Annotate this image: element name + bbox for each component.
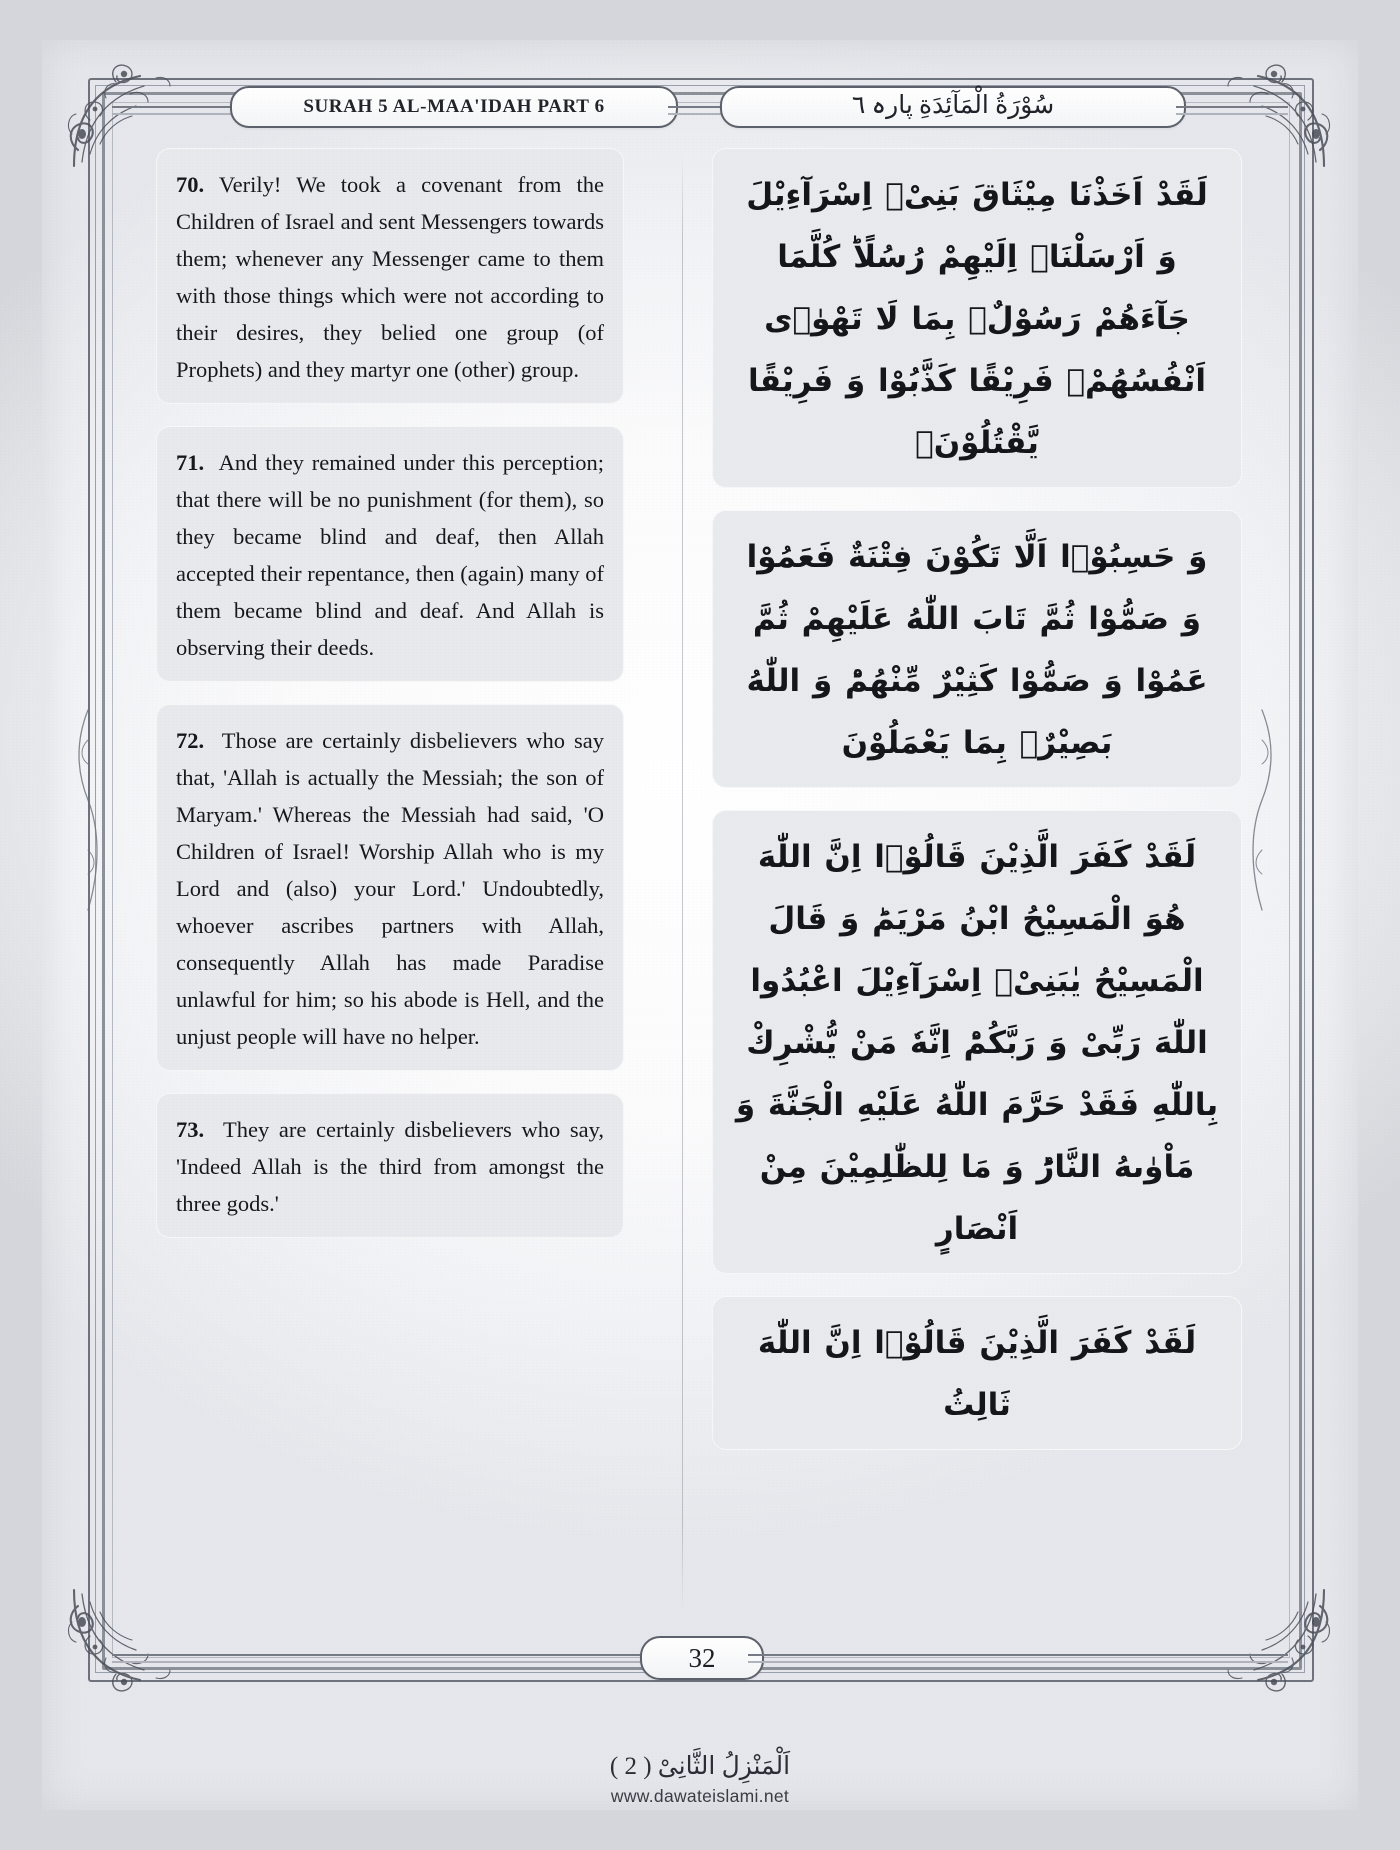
verse-block-arabic (712, 510, 1242, 788)
verse-block-english (156, 1093, 624, 1238)
footer-rule-left (112, 1654, 652, 1663)
page-footer (112, 1636, 1288, 1680)
header-rule-right (1176, 106, 1288, 115)
verse-block-english (156, 704, 624, 1071)
verse-number: 70. (176, 172, 205, 197)
header-rule-left (112, 106, 234, 115)
surah-title-arabic-badge (720, 86, 1186, 128)
surah-title-english: SURAH 5 AL-MAA'IDAH PART 6 (303, 96, 605, 117)
verse-number: 71. (176, 450, 205, 475)
verse-block-arabic (712, 148, 1242, 488)
verse-text-english (176, 722, 604, 1055)
surah-title-english-badge (230, 86, 678, 128)
verse-number: 72. (176, 728, 205, 753)
page-number: 32 (688, 1642, 716, 1673)
verse-block-arabic (712, 1296, 1242, 1450)
verse-block-english (156, 148, 624, 404)
verse-body: Those are certainly disbelievers who say that, 'Allah is actually the Messiah; the son of Maryam.' Whereas the Messiah had said, 'O Children of Israel! Worship Allah who is my Lord and (also) your Lord.' Undoubtedly, whoever ascribes partners with Allah, consequently Allah has made Paradise unlawful for him; so his abode is Hell, and the unjust people will have no helper. (176, 728, 605, 1049)
verse-text-arabic: لَقَدْ كَفَرَ الَّذِیْنَ قَالُوْۤا اِنَّ اللّٰهَ ثَالِثُ (757, 1325, 1197, 1423)
verse-body: Verily! We took a covenant from the Children of Israel and sent Messengers towards them; whenever any Messenger came to them with those things which were not according to their desires, they belied one group (of Prophets) and they martyr one (other) group. (176, 172, 605, 382)
page-header (112, 86, 1288, 132)
verse-text-arabic: لَقَدْ كَفَرَ الَّذِیْنَ قَالُوْۤا اِنَّ اللّٰهَ هُوَ الْمَسِیْحُ ابْنُ مَرْیَمَؕ وَ قَالَ الْمَسِیْحُ یٰبَنِیْۤ اِسْرَآءِیْلَ اعْبُدُوا اللّٰهَ رَبِّیْ وَ رَبَّكُمْؕ اِنَّهٗ مَنْ یُّشْرِكْ بِاللّٰهِ فَقَدْ حَرَّمَ اللّٰهُ عَلَیْهِ الْجَنَّةَ وَ مَاْوٰىهُ النَّارُؕ وَ مَا لِلظّٰلِمِیْنَ مِنْ اَنْصَارٍ (735, 839, 1219, 1247)
website-url: www.dawateislami.net (610, 1786, 790, 1806)
verse-number: 73. (176, 1117, 205, 1142)
header-rule-middle (668, 106, 726, 115)
arabic-text-column (712, 148, 1242, 1472)
verse-block-english (156, 426, 624, 682)
column-divider (682, 152, 683, 1612)
verse-text-arabic: وَ حَسِبُوْۤا اَلَّا تَكُوْنَ فِتْنَةٌ فَعَمُوْا وَ صَمُّوْا ثُمَّ تَابَ اللّٰهُ عَلَیْهِمْ ثُمَّ عَمُوْا وَ صَمُّوْا كَثِیْرٌ مِّنْهُمْؕ وَ اللّٰهُ بَصِیْرٌۢ بِمَا یَعْمَلُوْنَ (746, 539, 1208, 761)
verse-block-arabic (712, 810, 1242, 1274)
verse-body: They are certainly disbelievers who say, 'Indeed Allah is the third from amongst the three gods.' (176, 1117, 605, 1216)
verse-text-english (176, 166, 604, 388)
verse-body: And they remained under this perception; that there will be no punishment (for them), so they became blind and deaf, then Allah accepted their repentance, then (again) many of them became blind and deaf. And Allah is observing their deeds. (176, 450, 604, 660)
surah-title-arabic: سُوْرَةُ الْمَآئِدَةِ پارہ ٦ (851, 92, 1055, 119)
colophon (0, 1752, 1400, 1807)
verse-text-english (176, 1111, 604, 1222)
page-content (122, 148, 1278, 1628)
colophon-urdu-text: اَلْمَنْزِلُ الثَّانِیْ ( 2 ) (609, 1753, 791, 1780)
page-number-badge (640, 1636, 764, 1680)
verse-text-english (176, 444, 604, 666)
english-translation-column (156, 148, 624, 1260)
footer-rule-right (748, 1654, 1288, 1663)
verse-text-arabic: لَقَدْ اَخَذْنَا مِیْثَاقَ بَنِیْۤ اِسْرَآءِیْلَ وَ اَرْسَلْنَاۤ اِلَیْهِمْ رُسُلًاؕ كُلَّمَا جَآءَهُمْ رَسُوْلٌۢ بِمَا لَا تَهْوٰۤى اَنْفُسُهُمْۙ فَرِیْقًا كَذَّبُوْا وَ فَرِیْقًا یَّقْتُلُوْنَ۠ (746, 177, 1208, 461)
